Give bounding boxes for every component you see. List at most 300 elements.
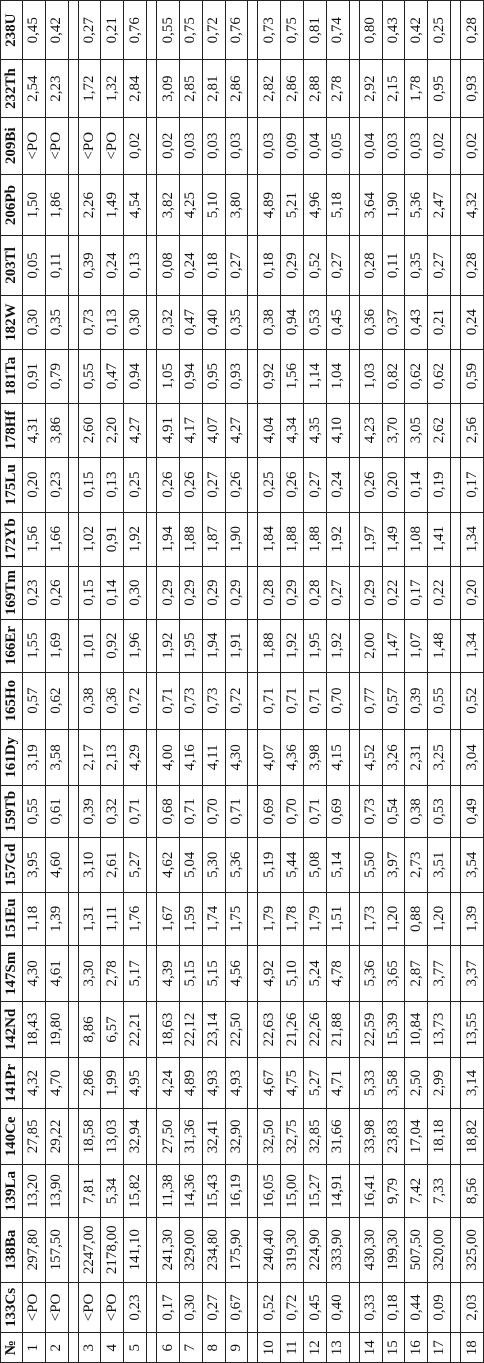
separator-cell bbox=[248, 945, 258, 1001]
table-cell: 0,02 bbox=[157, 117, 180, 174]
table-cell: 0,52 bbox=[258, 1282, 281, 1333]
table-cell: <PO bbox=[78, 1282, 101, 1333]
table-cell: 13,73 bbox=[428, 1001, 451, 1057]
table-cell: 2,62 bbox=[428, 403, 451, 457]
table-row bbox=[78, 1, 101, 1363]
table-cell: 0,26 bbox=[157, 457, 180, 512]
separator-cell bbox=[248, 60, 258, 117]
table-row bbox=[225, 1, 248, 1363]
table-cell: 0,13 bbox=[124, 236, 147, 295]
table-cell: 0,21 bbox=[428, 295, 451, 349]
separator-cell bbox=[248, 1001, 258, 1057]
table-cell: 0,94 bbox=[179, 349, 202, 403]
table-row bbox=[326, 1, 349, 1363]
separator-cell bbox=[349, 619, 359, 672]
table-cell: 0,30 bbox=[124, 566, 147, 619]
table-cell: 4,29 bbox=[124, 729, 147, 785]
table-cell: 3,98 bbox=[304, 729, 327, 785]
table-cell: 5,33 bbox=[359, 1058, 382, 1109]
column-header: 161Dy bbox=[1, 729, 23, 785]
table-cell: 2,03 bbox=[461, 1282, 484, 1333]
table-cell: 13,55 bbox=[461, 1001, 484, 1057]
table-cell: 0,71 bbox=[304, 785, 327, 837]
table-cell: 0,30 bbox=[124, 295, 147, 349]
table-cell: 4,52 bbox=[359, 729, 382, 785]
table-cell: 0,38 bbox=[258, 295, 281, 349]
table-cell: 0,53 bbox=[304, 295, 327, 349]
group-separator-row bbox=[147, 1, 157, 1363]
separator-cell bbox=[68, 892, 78, 945]
table-cell: 1,90 bbox=[225, 512, 248, 566]
row-number-cell: 18 bbox=[461, 1333, 484, 1363]
table-cell: 0,03 bbox=[202, 117, 225, 174]
table-cell: 15,39 bbox=[382, 1001, 405, 1057]
table-cell: 157,50 bbox=[45, 1217, 68, 1282]
separator-cell bbox=[147, 512, 157, 566]
table-cell: 0,73 bbox=[202, 672, 225, 729]
separator-cell bbox=[147, 1217, 157, 1282]
table-cell: 3,95 bbox=[23, 837, 46, 892]
row-number-cell: 6 bbox=[157, 1333, 180, 1363]
table-cell: 1,14 bbox=[304, 349, 327, 403]
table-cell: 21,88 bbox=[326, 1001, 349, 1057]
table-cell: 15,00 bbox=[281, 1164, 304, 1217]
table-cell: 4,32 bbox=[23, 1058, 46, 1109]
separator-cell bbox=[451, 174, 461, 235]
table-cell: 0,24 bbox=[461, 295, 484, 349]
table-cell: 13,03 bbox=[101, 1108, 124, 1164]
table-cell: 5,36 bbox=[359, 945, 382, 1001]
column-header: 209Bi bbox=[1, 117, 23, 174]
table-cell: 1,92 bbox=[326, 619, 349, 672]
table-cell: 0,71 bbox=[179, 785, 202, 837]
table-cell: 5,36 bbox=[405, 174, 428, 235]
table-cell: 2247,00 bbox=[78, 1217, 101, 1282]
table-cell: 0,08 bbox=[157, 236, 180, 295]
table-cell: 1,99 bbox=[101, 1058, 124, 1109]
separator-cell bbox=[349, 349, 359, 403]
table-cell: 0,79 bbox=[45, 349, 68, 403]
table-cell: 4,56 bbox=[225, 945, 248, 1001]
table-cell: 0,71 bbox=[258, 672, 281, 729]
table-cell: 0,95 bbox=[202, 349, 225, 403]
table-cell: 4,62 bbox=[157, 837, 180, 892]
table-cell: 22,50 bbox=[225, 1001, 248, 1057]
table-cell: 0,30 bbox=[179, 1282, 202, 1333]
table-cell: 1,88 bbox=[179, 512, 202, 566]
table-cell: 21,26 bbox=[281, 1001, 304, 1057]
table-cell: 2178,00 bbox=[101, 1217, 124, 1282]
row-number-cell: 14 bbox=[359, 1333, 382, 1363]
table-cell: 0,28 bbox=[461, 1, 484, 61]
separator-cell bbox=[349, 1001, 359, 1057]
separator-cell bbox=[451, 837, 461, 892]
table-cell: 0,27 bbox=[202, 1282, 225, 1333]
separator-cell bbox=[349, 295, 359, 349]
table-cell: 0,25 bbox=[258, 457, 281, 512]
group-separator-row bbox=[349, 1, 359, 1363]
separator-cell bbox=[68, 1164, 78, 1217]
table-row bbox=[281, 1, 304, 1363]
separator-cell bbox=[68, 619, 78, 672]
table-cell: 27,50 bbox=[157, 1108, 180, 1164]
table-cell: 1,18 bbox=[23, 892, 46, 945]
table-cell: 4,89 bbox=[179, 1058, 202, 1109]
table-cell: 5,08 bbox=[304, 837, 327, 892]
table-cell: 1,49 bbox=[382, 512, 405, 566]
table-cell: 0,94 bbox=[124, 349, 147, 403]
table-cell: 5,36 bbox=[225, 837, 248, 892]
table-cell: 3,64 bbox=[359, 174, 382, 235]
separator-cell bbox=[147, 566, 157, 619]
separator-cell bbox=[349, 457, 359, 512]
table-cell: 1,66 bbox=[45, 512, 68, 566]
table-cell: 33,98 bbox=[359, 1108, 382, 1164]
table-cell: 5,30 bbox=[202, 837, 225, 892]
table-cell: 4,93 bbox=[225, 1058, 248, 1109]
table-cell: 0,75 bbox=[281, 1, 304, 61]
table-cell: 0,09 bbox=[428, 1282, 451, 1333]
table-cell: 17,04 bbox=[405, 1108, 428, 1164]
table-cell: 32,94 bbox=[124, 1108, 147, 1164]
table-cell: 1,74 bbox=[202, 892, 225, 945]
table-cell: 0,15 bbox=[78, 457, 101, 512]
column-header: 169Tm bbox=[1, 566, 23, 619]
separator-cell bbox=[248, 619, 258, 672]
table-cell: 1,20 bbox=[428, 892, 451, 945]
separator-cell bbox=[349, 1, 359, 61]
table-cell: 15,27 bbox=[304, 1164, 327, 1217]
table-cell: 18,43 bbox=[23, 1001, 46, 1057]
separator-cell bbox=[147, 1001, 157, 1057]
table-cell: 1,56 bbox=[281, 349, 304, 403]
table-cell: 1,94 bbox=[202, 619, 225, 672]
table-cell: 22,21 bbox=[124, 1001, 147, 1057]
table-cell: 0,72 bbox=[202, 1, 225, 61]
group-separator-row bbox=[248, 1, 258, 1363]
table-cell: 5,18 bbox=[326, 174, 349, 235]
table-cell: 3,26 bbox=[382, 729, 405, 785]
table-cell: 0,70 bbox=[326, 672, 349, 729]
table-cell: <PO bbox=[101, 117, 124, 174]
table-cell: 0,19 bbox=[428, 457, 451, 512]
row-number-cell: 17 bbox=[428, 1333, 451, 1363]
table-cell: 325,00 bbox=[461, 1217, 484, 1282]
separator-cell bbox=[451, 729, 461, 785]
table-cell: 0,05 bbox=[23, 236, 46, 295]
table-cell: 0,95 bbox=[428, 60, 451, 117]
column-header: 172Yb bbox=[1, 512, 23, 566]
table-cell: 1,34 bbox=[461, 619, 484, 672]
separator-cell bbox=[147, 1164, 157, 1217]
table-cell: 0,35 bbox=[405, 236, 428, 295]
table-cell: 0,36 bbox=[359, 295, 382, 349]
table-cell: 0,11 bbox=[382, 236, 405, 295]
table-row bbox=[359, 1, 382, 1363]
table-cell: 0,05 bbox=[326, 117, 349, 174]
table-cell: 0,91 bbox=[101, 512, 124, 566]
table-cell: 1,48 bbox=[428, 619, 451, 672]
separator-cell bbox=[147, 403, 157, 457]
table-cell: 1,11 bbox=[101, 892, 124, 945]
separator-cell bbox=[248, 1282, 258, 1333]
table-cell: 0,27 bbox=[326, 236, 349, 295]
table-cell: 0,26 bbox=[359, 457, 382, 512]
table-cell: 0,33 bbox=[359, 1282, 382, 1333]
separator-cell bbox=[451, 457, 461, 512]
separator-cell bbox=[147, 729, 157, 785]
table-cell: 1,49 bbox=[101, 174, 124, 235]
separator-cell bbox=[68, 403, 78, 457]
row-number-cell: 15 bbox=[382, 1333, 405, 1363]
table-cell: 5,50 bbox=[359, 837, 382, 892]
table-cell: 0,67 bbox=[225, 1282, 248, 1333]
table-cell: 0,26 bbox=[281, 457, 304, 512]
table-cell: 3,51 bbox=[428, 837, 451, 892]
table-cell: 1,92 bbox=[157, 619, 180, 672]
table-cell: 1,79 bbox=[258, 892, 281, 945]
table-cell: 0,71 bbox=[225, 785, 248, 837]
table-cell: 2,54 bbox=[23, 60, 46, 117]
table-cell: 2,50 bbox=[405, 1058, 428, 1109]
table-cell: 507,50 bbox=[405, 1217, 428, 1282]
separator-cell bbox=[68, 1282, 78, 1333]
table-cell: 0,70 bbox=[281, 785, 304, 837]
separator-cell bbox=[349, 236, 359, 295]
table-cell: 14,36 bbox=[179, 1164, 202, 1217]
column-header: 181Ta bbox=[1, 349, 23, 403]
table-cell: 7,33 bbox=[428, 1164, 451, 1217]
table-cell: 0,72 bbox=[124, 672, 147, 729]
table-cell: 0,20 bbox=[461, 566, 484, 619]
table-cell: 5,14 bbox=[326, 837, 349, 892]
table-cell: 0,73 bbox=[179, 672, 202, 729]
table-cell: 5,24 bbox=[304, 945, 327, 1001]
table-cell: 0,28 bbox=[461, 236, 484, 295]
separator-cell bbox=[147, 174, 157, 235]
table-cell: 0,03 bbox=[225, 117, 248, 174]
table-cell: 0,24 bbox=[101, 236, 124, 295]
table-cell: 0,93 bbox=[225, 349, 248, 403]
table-cell: 5,15 bbox=[179, 945, 202, 1001]
table-cell: 0,28 bbox=[359, 236, 382, 295]
table-cell: 0,02 bbox=[428, 117, 451, 174]
group-separator-row bbox=[451, 1, 461, 1363]
table-cell: 2,61 bbox=[101, 837, 124, 892]
table-cell: 0,13 bbox=[101, 457, 124, 512]
table-cell: 4,60 bbox=[45, 837, 68, 892]
table-cell: 1,31 bbox=[78, 892, 101, 945]
table-cell: 4,10 bbox=[326, 403, 349, 457]
table-cell: 31,66 bbox=[326, 1108, 349, 1164]
table-cell: 1,03 bbox=[359, 349, 382, 403]
separator-cell bbox=[147, 1058, 157, 1109]
table-cell: 0,38 bbox=[405, 785, 428, 837]
separator-cell bbox=[68, 295, 78, 349]
table-cell: 0,25 bbox=[428, 1, 451, 61]
table-cell: 31,36 bbox=[179, 1108, 202, 1164]
table-cell: 0,23 bbox=[45, 457, 68, 512]
row-number-header: № bbox=[1, 1333, 23, 1363]
table-cell: 1,05 bbox=[157, 349, 180, 403]
table-cell: 4,91 bbox=[157, 403, 180, 457]
table-cell: 3,82 bbox=[157, 174, 180, 235]
table-cell: 3,70 bbox=[382, 403, 405, 457]
table-cell: 4,30 bbox=[23, 945, 46, 1001]
table-cell: 0,71 bbox=[304, 672, 327, 729]
column-header: 238U bbox=[1, 1, 23, 61]
table-cell: 0,77 bbox=[359, 672, 382, 729]
table-cell: 0,62 bbox=[428, 349, 451, 403]
table-cell: 0,02 bbox=[124, 117, 147, 174]
table-cell: 0,49 bbox=[461, 785, 484, 837]
row-number-cell: 9 bbox=[225, 1333, 248, 1363]
separator-cell bbox=[349, 117, 359, 174]
table-cell: 0,04 bbox=[304, 117, 327, 174]
table-cell: 3,04 bbox=[461, 729, 484, 785]
table-cell: 16,19 bbox=[225, 1164, 248, 1217]
table-cell: 0,18 bbox=[202, 236, 225, 295]
separator-cell bbox=[147, 945, 157, 1001]
table-cell: 2,47 bbox=[428, 174, 451, 235]
separator-cell bbox=[451, 403, 461, 457]
separator-cell bbox=[248, 566, 258, 619]
table-cell: 0,45 bbox=[304, 1282, 327, 1333]
table-cell: 0,55 bbox=[23, 785, 46, 837]
row-number-cell: 1 bbox=[23, 1333, 46, 1363]
table-cell: 0,40 bbox=[202, 295, 225, 349]
table-row bbox=[124, 1, 147, 1363]
separator-cell bbox=[349, 672, 359, 729]
table-cell: 23,14 bbox=[202, 1001, 225, 1057]
table-cell: 4,54 bbox=[124, 174, 147, 235]
table-cell: 0,40 bbox=[326, 1282, 349, 1333]
table-cell: 297,80 bbox=[23, 1217, 46, 1282]
table-cell: 0,28 bbox=[258, 566, 281, 619]
column-header: 151Eu bbox=[1, 892, 23, 945]
table-cell: 0,43 bbox=[405, 295, 428, 349]
separator-cell bbox=[147, 619, 157, 672]
table-cell: 1,41 bbox=[428, 512, 451, 566]
table-cell: 430,30 bbox=[359, 1217, 382, 1282]
table-cell: 0,75 bbox=[179, 1, 202, 61]
table-cell: 0,25 bbox=[124, 457, 147, 512]
table-cell: 175,90 bbox=[225, 1217, 248, 1282]
table-cell: 0,30 bbox=[23, 295, 46, 349]
table-cell: 0,70 bbox=[202, 785, 225, 837]
table-cell: 0,29 bbox=[179, 566, 202, 619]
table-cell: 1,39 bbox=[45, 892, 68, 945]
table-cell: 0,47 bbox=[179, 295, 202, 349]
separator-cell bbox=[248, 512, 258, 566]
table-cell: 4,93 bbox=[202, 1058, 225, 1109]
table-cell: 0,54 bbox=[382, 785, 405, 837]
table-cell: 0,22 bbox=[428, 566, 451, 619]
table-cell: 18,18 bbox=[428, 1108, 451, 1164]
table-row bbox=[101, 1, 124, 1363]
separator-cell bbox=[349, 1108, 359, 1164]
table-cell: 29,22 bbox=[45, 1108, 68, 1164]
table-cell: 6,57 bbox=[101, 1001, 124, 1057]
table-cell: 1,01 bbox=[78, 619, 101, 672]
row-number-cell: 13 bbox=[326, 1333, 349, 1363]
separator-cell bbox=[68, 729, 78, 785]
table-cell: 0,52 bbox=[304, 236, 327, 295]
separator-cell bbox=[248, 117, 258, 174]
column-header: 147Sm bbox=[1, 945, 23, 1001]
table-cell: 4,16 bbox=[179, 729, 202, 785]
separator-cell bbox=[147, 892, 157, 945]
table-cell: 32,85 bbox=[304, 1108, 327, 1164]
separator-cell bbox=[68, 117, 78, 174]
table-cell: 0,53 bbox=[428, 785, 451, 837]
table-row bbox=[179, 1, 202, 1363]
separator-cell bbox=[248, 349, 258, 403]
table-cell: 1,20 bbox=[382, 892, 405, 945]
table-cell: 0,29 bbox=[359, 566, 382, 619]
table-cell: 0,23 bbox=[124, 1282, 147, 1333]
separator-cell bbox=[349, 60, 359, 117]
table-cell: 0,26 bbox=[45, 566, 68, 619]
table-cell: 1,96 bbox=[124, 619, 147, 672]
table-cell: 333,90 bbox=[326, 1217, 349, 1282]
table-cell: 4,70 bbox=[45, 1058, 68, 1109]
table-cell: 0,32 bbox=[101, 785, 124, 837]
separator-cell bbox=[147, 1282, 157, 1333]
table-cell: 0,03 bbox=[179, 117, 202, 174]
separator-cell bbox=[68, 512, 78, 566]
table-cell: 319,30 bbox=[281, 1217, 304, 1282]
table-cell: 0,57 bbox=[23, 672, 46, 729]
table-cell: 2,31 bbox=[405, 729, 428, 785]
table-cell: 1,73 bbox=[359, 892, 382, 945]
table-cell: 2,84 bbox=[124, 60, 147, 117]
separator-cell bbox=[248, 1058, 258, 1109]
table-cell: 8,56 bbox=[461, 1164, 484, 1217]
table-cell: 0,03 bbox=[405, 117, 428, 174]
table-row bbox=[23, 1, 46, 1363]
row-number-cell: 2 bbox=[45, 1333, 68, 1363]
table-cell: 14,91 bbox=[326, 1164, 349, 1217]
table-cell: 320,00 bbox=[428, 1217, 451, 1282]
table-cell: 0,80 bbox=[359, 1, 382, 61]
table-cell: 0,20 bbox=[382, 457, 405, 512]
table-cell: 224,90 bbox=[304, 1217, 327, 1282]
table-row bbox=[382, 1, 405, 1363]
table-cell: 2,20 bbox=[101, 403, 124, 457]
separator-cell bbox=[147, 837, 157, 892]
table-cell: 0,29 bbox=[281, 566, 304, 619]
table-cell: 0,38 bbox=[78, 672, 101, 729]
table-cell: 3,10 bbox=[78, 837, 101, 892]
table-cell: 1,04 bbox=[326, 349, 349, 403]
separator-cell bbox=[68, 1333, 78, 1363]
table-row bbox=[428, 1, 451, 1363]
column-header: 141Pr bbox=[1, 1058, 23, 1109]
table-cell: 0,11 bbox=[45, 236, 68, 295]
table-cell: 0,23 bbox=[23, 566, 46, 619]
table-cell: 5,44 bbox=[281, 837, 304, 892]
table-cell: 2,88 bbox=[304, 60, 327, 117]
separator-cell bbox=[248, 1108, 258, 1164]
table-cell: 0,21 bbox=[101, 1, 124, 61]
table-cell: 4,17 bbox=[179, 403, 202, 457]
separator-cell bbox=[68, 837, 78, 892]
table-cell: 4,25 bbox=[179, 174, 202, 235]
table-cell: 0,43 bbox=[382, 1, 405, 61]
separator-cell bbox=[68, 1, 78, 61]
table-cell: 5,17 bbox=[124, 945, 147, 1001]
